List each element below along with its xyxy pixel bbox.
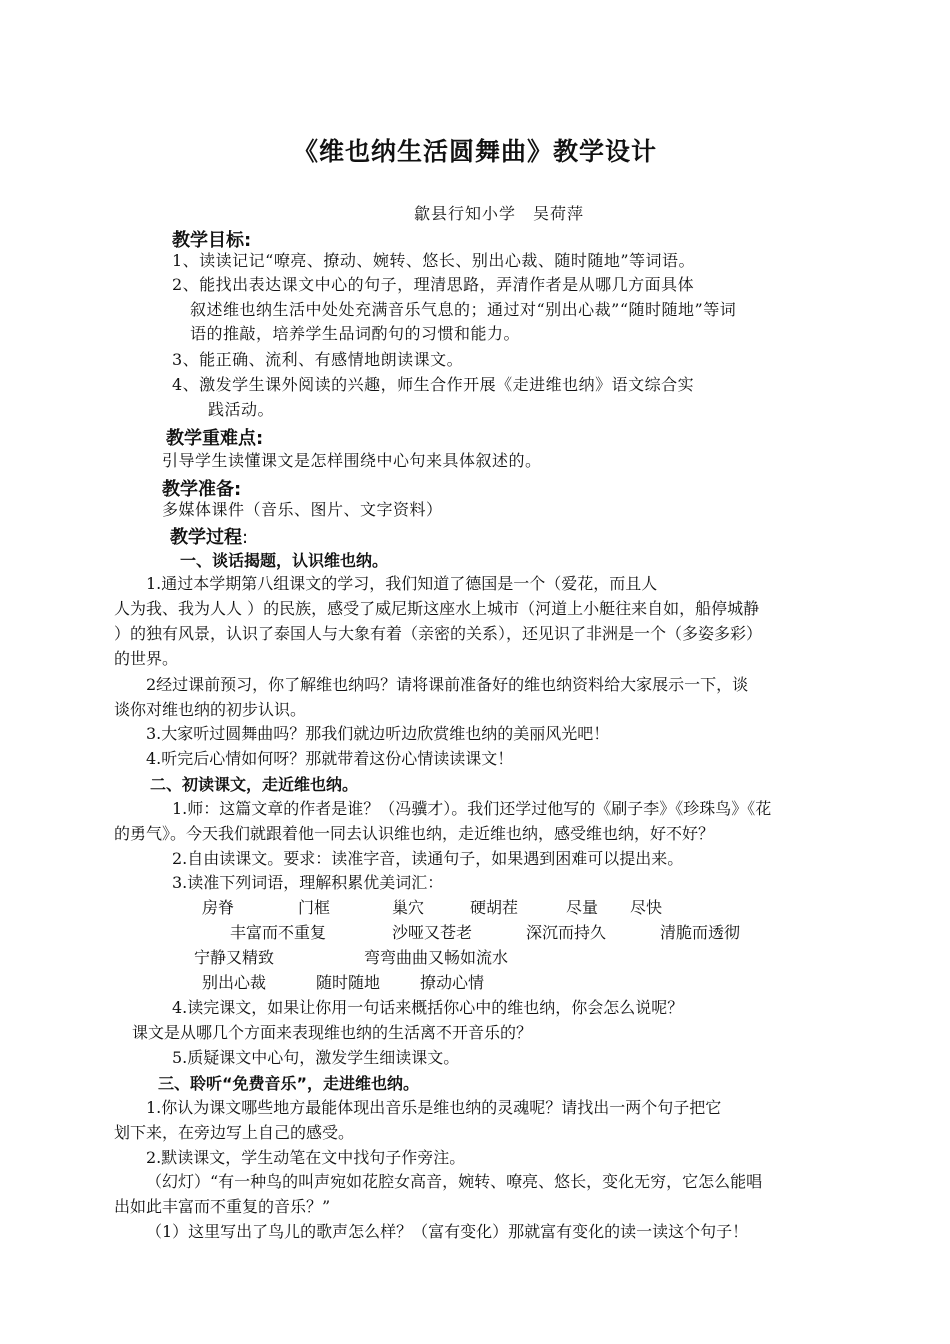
- part1-line: 3.大家听过圆舞曲吗？那我们就边听边欣赏维也纳的美丽风光吧！: [146, 724, 610, 743]
- part2-line: 课文是从哪几个方面来表现维也纳的生活离不开音乐的？: [132, 1023, 533, 1042]
- part3-line: 划下来，在旁边写上自己的感受。: [114, 1123, 355, 1142]
- word-item: 清脆而透彻: [660, 923, 741, 942]
- part1-line: 2经过课前预习，你了解维也纳吗？请将课前准备好的维也纳资料给大家展示一下，谈: [146, 675, 749, 694]
- word-item: 丰富而不重复: [230, 923, 327, 942]
- word-item: 弯弯曲曲又畅如流水: [364, 948, 509, 967]
- goal-line: 语的推敲，培养学生品词酌句的习惯和能力。: [190, 324, 521, 343]
- part2-line: 5.质疑课文中心句，激发学生细读课文。: [172, 1048, 460, 1067]
- part3-heading: 三、聆听“免费音乐”，走进维也纳。: [158, 1074, 420, 1093]
- part3-line: 出如此丰富而不重复的音乐？”: [114, 1197, 331, 1216]
- part2-line: 4.读完课文，如果让你用一句话来概括你心中的维也纳，你会怎么说呢？: [172, 998, 684, 1017]
- goal-line: 4、激发学生课外阅读的兴趣，师生合作开展《走进维也纳》语文综合实: [172, 375, 695, 394]
- goal-line: 1、读读记记“嘹亮、撩动、婉转、悠长、别出心裁、随时随地”等词语。: [172, 251, 696, 270]
- part2-heading: 二、初读课文，走近维也纳。: [150, 775, 359, 794]
- part2-line: 1.师：这篇文章的作者是谁？（冯骥才）。我们还学过他写的《刷子李》《珍珠鸟》《花: [172, 799, 772, 818]
- part1-line: 人为我、我为人人 ）的民族，感受了威尼斯这座水上城市（河道上小艇往来自如，船停城静: [114, 599, 760, 618]
- part1-line: 4.听完后心情如何呀？那就带着这份心情读读课文！: [146, 749, 514, 768]
- goal-line: 践活动。: [208, 400, 275, 419]
- word-item: 尽快: [630, 898, 663, 917]
- part1-line: 的世界。: [114, 649, 179, 668]
- prep-text: 多媒体课件（音乐、图片、文字资料）: [162, 500, 443, 519]
- word-item: 巢穴: [392, 898, 425, 917]
- process-heading-text: 教学过程: [170, 527, 242, 548]
- process-heading: [170, 523, 248, 549]
- part2-line: 2.自由读课文。要求：读准字音，读通句子，如果遇到困难可以提出来。: [172, 849, 684, 868]
- goal-line: 叙述维也纳生活中处处充满音乐气息的；通过对“别出心裁”“随时随地”等词: [190, 300, 737, 319]
- prep-heading: 教学准备:: [162, 479, 242, 500]
- difficulty-text: 引导学生读懂课文是怎样围绕中心句来具体叙述的。: [162, 451, 542, 470]
- word-item: 撩动心情: [420, 973, 485, 992]
- part1-heading: 一、谈话揭题，认识维也纳。: [180, 551, 389, 570]
- word-item: 别出心裁: [202, 973, 267, 992]
- part3-line: （幻灯）“有一种鸟的叫声宛如花腔女高音，婉转、嘹亮、悠长，变化无穷，它怎么能唱: [146, 1172, 763, 1191]
- word-item: 随时随地: [316, 973, 381, 992]
- part3-line: 1.你认为课文哪些地方最能体现出音乐是维也纳的灵魂呢？请找出一两个句子把它: [146, 1098, 722, 1117]
- word-item: 尽量: [566, 898, 599, 917]
- goal-line: 2、能找出表达课文中心的句子，理清思路，弄清作者是从哪几方面具体: [172, 275, 695, 294]
- word-item: 房脊: [202, 898, 235, 917]
- difficulty-heading: 教学重难点:: [166, 428, 264, 449]
- word-item: 深沉而持久: [526, 923, 607, 942]
- goals-heading: 教学目标:: [172, 230, 252, 251]
- part1-line: 谈你对维也纳的初步认识。: [114, 700, 307, 719]
- part1-line: ）的独有风景，认识了泰国人与大象有着（亲密的关系），还见识了非洲是一个（多姿多彩）: [114, 624, 763, 643]
- author-line: 歙县行知小学 吴荷萍: [414, 204, 585, 223]
- word-item: 硬胡茬: [470, 898, 519, 917]
- part2-line: 的勇气》。今天我们就跟着他一同去认识维也纳，走近维也纳，感受维也纳，好不好？: [114, 824, 715, 843]
- word-item: 门框: [298, 898, 331, 917]
- part3-line: 2.默读课文，学生动笔在文中找句子作旁注。: [146, 1148, 466, 1167]
- part1-line: 1.通过本学期第八组课文的学习，我们知道了德国是一个（爱花，而且人: [146, 574, 658, 593]
- document-title: 《维也纳生活圆舞曲》教学设计: [292, 137, 657, 166]
- word-item: 宁静又精致: [194, 948, 275, 967]
- goal-line: 3、能正确、流利、有感情地朗读课文。: [172, 350, 464, 369]
- word-item: 沙哑又苍老: [392, 923, 473, 942]
- part3-line: （1）这里写出了鸟儿的歌声怎么样？（富有变化）那就富有变化的读一读这个句子！: [146, 1222, 749, 1241]
- part2-line: 3.读准下列词语，理解积累优美词汇：: [172, 873, 444, 892]
- process-heading-colon: :: [242, 527, 249, 548]
